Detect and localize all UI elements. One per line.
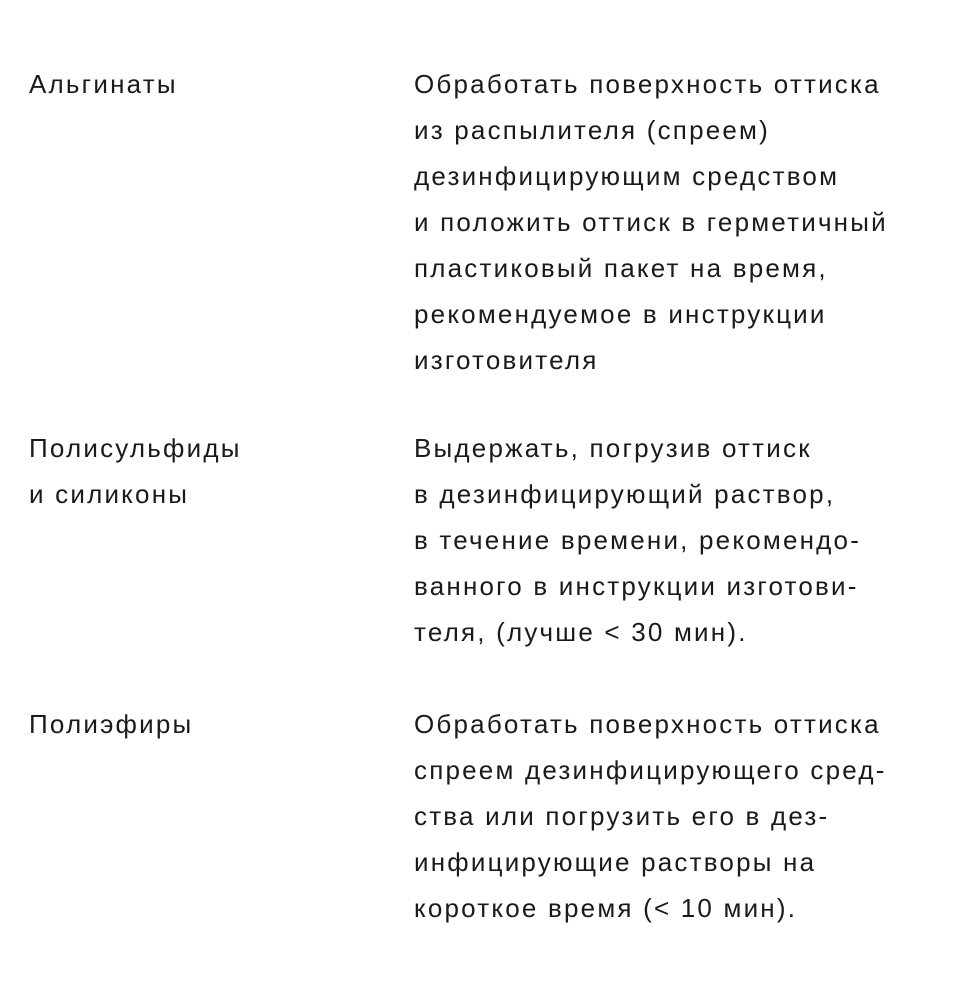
method-line: в дезинфицирующий раствор, <box>414 479 836 509</box>
method-line: Выдержать, погрузив оттиск <box>414 433 812 463</box>
method-line: Обработать поверхность оттиска <box>414 709 881 739</box>
method-cell <box>414 61 974 383</box>
material-cell <box>29 701 389 747</box>
method-line: из распылителя (спреем) <box>414 115 770 145</box>
material-line: Полисульфиды <box>29 433 242 463</box>
method-line: инфицирующие растворы на <box>414 847 817 877</box>
material-cell <box>29 425 389 517</box>
method-line: и положить оттиск в герметичный <box>414 207 888 237</box>
material-cell <box>29 61 389 107</box>
method-line: рекомендуемое в инструкции <box>414 299 827 329</box>
method-line: ванного в инструкции изготови- <box>414 571 859 601</box>
method-line: короткое время (< 10 мин). <box>414 893 798 923</box>
method-cell <box>414 425 974 655</box>
method-line: в течение времени, рекомендо- <box>414 525 862 555</box>
method-line: пластиковый пакет на время, <box>414 253 828 283</box>
material-line: и силиконы <box>29 479 190 509</box>
method-line: спреем дезинфицирующего сред- <box>414 755 887 785</box>
method-line: дезинфицирующим средством <box>414 161 840 191</box>
method-line: изготовителя <box>414 345 599 375</box>
method-line: ства или погрузить его в дез- <box>414 801 830 831</box>
method-line: теля, (лучше < 30 мин). <box>414 617 748 647</box>
method-line: Обработать поверхность оттиска <box>414 69 881 99</box>
method-cell <box>414 701 974 931</box>
material-line: Полиэфиры <box>29 709 194 739</box>
material-line: Альгинаты <box>29 69 178 99</box>
